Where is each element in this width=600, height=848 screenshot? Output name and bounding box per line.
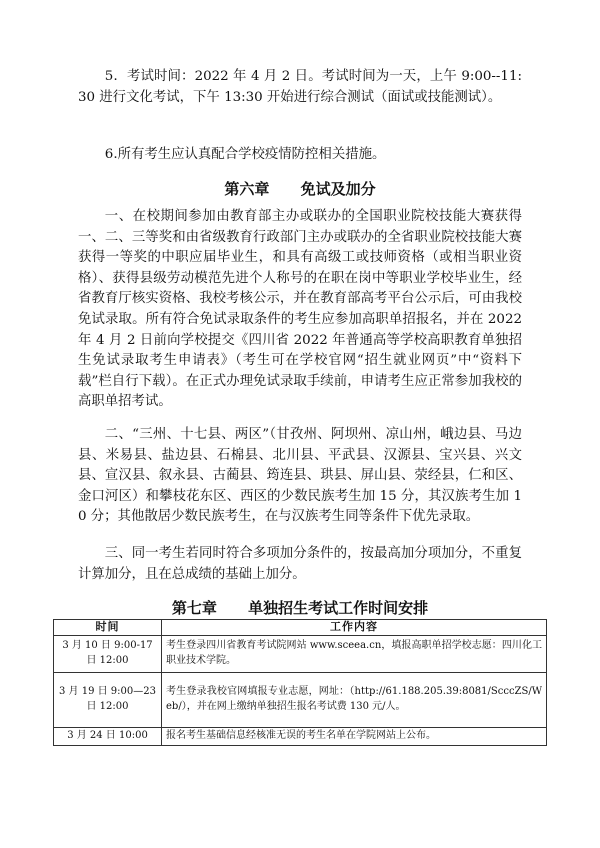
time-cell: 3 月 10 日 9:00-17 日 12:00 [54,635,162,672]
table-row [54,672,547,727]
time-cell: 3 月 24 日 10:00 [54,727,162,745]
exemption-paragraph: 一、在校期间参加由教育部主办或联办的全国职业院校技能大赛获得一、二、三等奖和由省级教育行政部门主办或联办的全省职业院校技能大赛获得一等奖的中职应届毕业生，和具有高级工或技师资格（或相当职业资格）、获得县级劳动模范先进个人称号的在职在岗中等职业学校毕业生，经省教育厅核实资格、我校考核公示，并在教育部高考平台公示后，可由我校免试录取。所有符合免试录取条件的考生应参加高职单招报名，并在 2022 年 4 月 2 日前向学校提交《四川省 2022 年普通高等学校高职教育单独招生免试录取考生申请表》（考生可在学校官网“招生就业网页”中“资料下载”栏自行下载）。在正式办理免试录取手续前，申请考生应正常参加我校的高职单招考试。 [78,209,522,410]
content-cell: 考生登录四川省教育考试院网站 www.sceea.cn，填报高职单招学校志愿：四川化工职业技术学院。 [162,635,547,672]
table-header-row [54,620,547,636]
content-cell: 考生登录我校官网填报专业志愿，网址：（http://61.188.205.39:8081/ScccZS/Web/），并在网上缴纳单独招生报名考试费 130 元/人。 [162,672,547,727]
exam-time-paragraph: 5．考试时间：2022 年 4 月 2 日。考试时间为一天，上午 9:00--11:30 进行文化考试，下午 13:30 开始进行综合测试（面试或技能测试）。 [78,69,522,105]
epidemic-measures-paragraph: 6.所有考生应认真配合学校疫情防控相关措施。 [104,147,386,162]
multiple-bonus-paragraph: 三、同一考生若同时符合多项加分条件的，按最高加分项加分，不重复计算加分，且在总成绩的基础上加分。 [78,546,522,582]
chapter-7-heading: 第七章 单独招生考试工作时间安排 [171,599,429,617]
table-row [54,727,547,745]
time-cell: 3 月 19 日 9:00—23 日 12:00 [54,672,162,727]
schedule-table [53,619,547,746]
time-column-header: 时间 [54,620,162,636]
minority-bonus-paragraph: 二、“三州、十七县、两区”（甘孜州、阿坝州、凉山州，峨边县、马边县、米易县、盐边县、石棉县、北川县、平武县、汉源县、宝兴县、兴文县、宣汉县、叙永县、古蔺县、筠连县、珙县、屏山县、荥经县，仁和区、金口河区）和攀枝花东区、西区的少数民族考生加 15 分，其汉族考生加 10 分；其他散居少数民族考生，在与汉族考生同等条件下优先录取。 [78,427,522,525]
table-row [54,635,547,672]
content-cell: 报名考生基础信息经核准无误的考生名单在学院网站上公布。 [162,727,547,745]
content-column-header: 工作内容 [162,620,547,636]
chapter-6-heading: 第六章 免试及加分 [224,180,376,198]
